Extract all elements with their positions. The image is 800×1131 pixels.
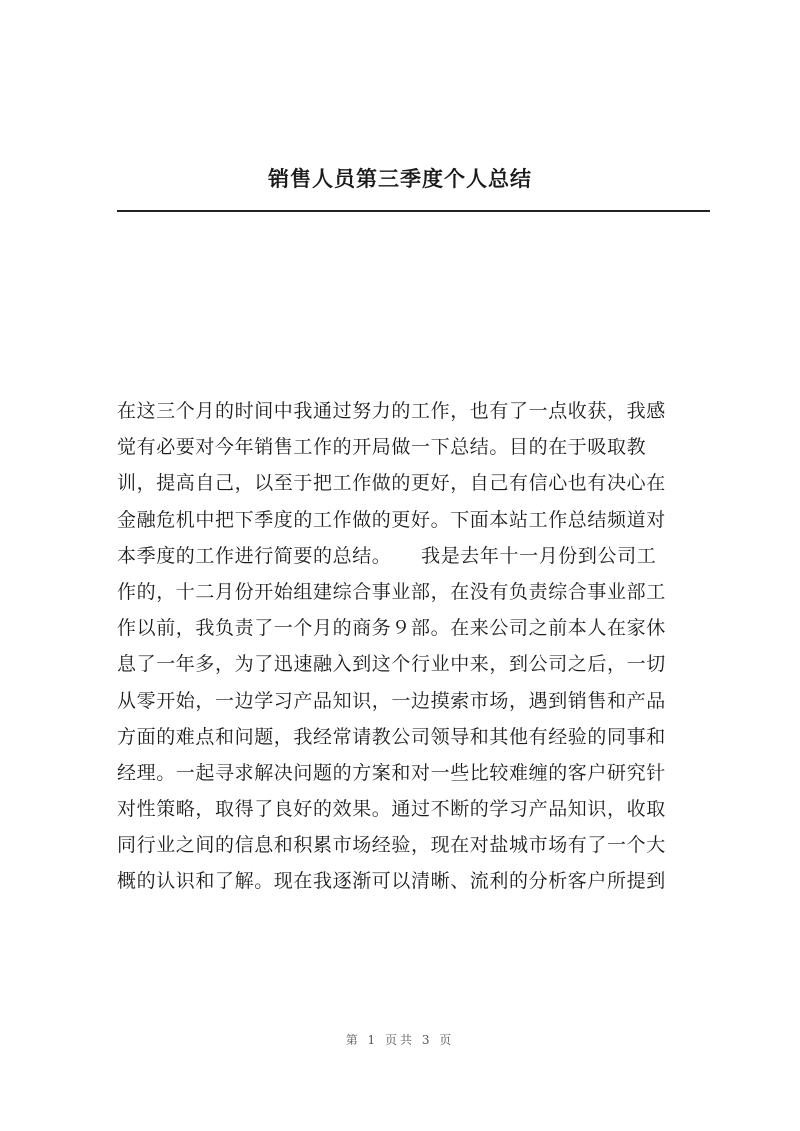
text-line: 息了一年多，为了迅速融入到这个行业中来，到公司之后，一切 xyxy=(117,653,666,676)
text-line: 金融危机中把下季度的工作做的更好。下面本站工作总结频道对 xyxy=(117,508,666,531)
text-line: 同行业之间的信息和积累市场经验，现在对盐城市场有了一个大 xyxy=(117,834,666,857)
text-line: 作以前，我负责了一个月的商务９部。在来公司之前本人在家休 xyxy=(117,617,666,640)
text-line: 对性策略，取得了良好的效果。通过不断的学习产品知识，收取 xyxy=(117,798,666,821)
text-line: 概的认识和了解。现在我逐渐可以清晰、流利的分析客户所提到 xyxy=(117,870,666,893)
text-line: 方面的难点和问题，我经常请教公司领导和其他有经验的同事和 xyxy=(117,725,666,748)
text-line: 在这三个月的时间中我通过努力的工作，也有了一点收获，我感 xyxy=(117,400,666,422)
document-title: 销售人员第三季度个人总结 xyxy=(268,167,532,191)
body-paragraph xyxy=(117,393,717,900)
text-line: 训，提高自己，以至于把工作做的更好，自己有信心也有决心在 xyxy=(117,472,666,495)
text-line: 觉有必要对今年销售工作的开局做一下总结。目的在于吸取教 xyxy=(117,436,647,459)
text-line: 从零开始，一边学习产品知识，一边摸索市场，遇到销售和产品 xyxy=(117,689,666,712)
text-line: 经理。一起寻求解决问题的方案和对一些比较难缠的客户研究针 xyxy=(117,761,666,784)
text-line: 作的，十二月份开始组建综合事业部，在没有负责综合事业部工 xyxy=(117,580,666,603)
title-divider xyxy=(117,210,710,212)
text-line: 本季度的工作进行简要的总结。 我是去年十一月份到公司工 xyxy=(117,544,657,567)
page-footer: 第 1 页共 3 页 xyxy=(345,1033,455,1047)
